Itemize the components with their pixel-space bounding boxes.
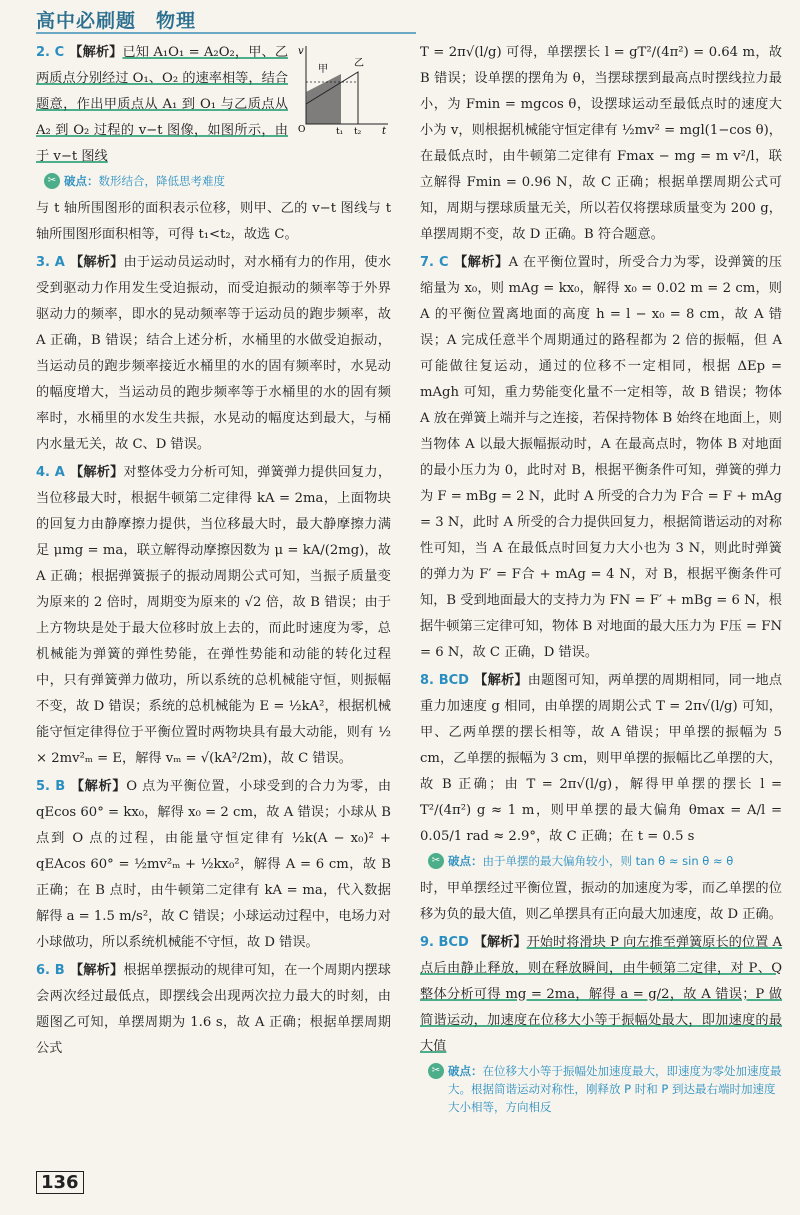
page-header: 高中必刷题 物理	[36, 10, 197, 32]
tip-label: 破点：	[64, 174, 99, 188]
answer-item-5	[36, 774, 391, 956]
tip-note	[420, 852, 782, 870]
analysis-tag: 【解析】	[453, 255, 509, 270]
answer-item-3	[36, 250, 391, 458]
tip-label: 破点：	[448, 854, 483, 868]
curve-jia-label: 甲	[318, 64, 328, 75]
vt-graph-figure	[296, 42, 391, 134]
tick-t2-label: t₂	[354, 127, 362, 134]
axis-v-label: v	[298, 46, 304, 57]
tip-note	[36, 172, 391, 190]
item-number: 9. BCD	[420, 935, 469, 950]
analysis-tag: 【解析】	[69, 963, 124, 978]
item-number: 3. A	[36, 255, 65, 270]
tick-t1-label: t₁	[336, 127, 344, 134]
item-text-continued: 时，甲单摆经过平衡位置，振动的加速度为零，而乙单摆的位移为负的最大值，则乙单摆具有正向最大加速度，故 D 正确。	[420, 881, 782, 922]
item-text: 根据单摆振动的规律可知，在一个周期内摆球会两次经过最低点，即摆线会出现两次拉力最大的时刻，由题图乙可知，单摆周期为 1.6 s，故 A 正确；根据单摆周期公式	[36, 963, 391, 1056]
page-number	[36, 1172, 84, 1193]
page-number-value: 136	[36, 1171, 84, 1194]
item-number: 5. B	[36, 779, 66, 794]
answer-item-8	[420, 668, 782, 850]
item-text: 由题图可知，两单摆的周期相同，同一地点重力加速度 g 相同，由单摆的周期公式 T = 2π√(l/g) 可知，甲、乙两单摆的摆长相等，故 A 错误；甲单摆的振幅为 5 cm，乙单摆的振幅为 3 cm，则甲单摆的振幅比乙单摆的大，故 B 正确；由 T = 2π√(l/g)，解得甲单摆的摆长 l = T²/(4π²) g ≈ 1 m，则甲单摆的最大偏角 θmax = A/l = 0.05/1 rad ≈ 2.9°，故 C 正确；在 t = 0.5 s	[420, 673, 783, 844]
analysis-tag: 【解析】	[473, 935, 527, 950]
tip-text: 在位移大小等于振幅处加速度最大，即速度为零处加速度最大。根据简谐运动对称性，刚释放 P 时和 P 到达最右端时加速度大小相等，方向相反	[448, 1064, 782, 1114]
right-column	[420, 40, 782, 1122]
item-number: 8. BCD	[420, 673, 469, 688]
axis-t-label: t	[382, 126, 387, 134]
answer-item-6	[36, 958, 391, 1062]
break-point-icon: ✂	[44, 173, 60, 189]
header-divider	[36, 32, 416, 34]
break-point-icon: ✂	[428, 853, 444, 869]
item-text: O 点为平衡位置，小球受到的合力为零，由 qEcos 60° = kx₀，解得 x₀ = 2 cm，故 A 错误；小球从 B 点到 O 点的过程，由能量守恒定律有 ½k(A − x₀)² + qEAcos 60° = ½mv²ₘ + ½kx₀²，解得 A = 6 cm，故 B 正确；在 B 点时，由牛顿第二定律有 kA = ma，代入数据解得 a = 1.5 m/s²，故 C 错误；小球运动过程中，电场力对小球做功，所以系统机械能不守恒，故 D 错误。	[36, 779, 392, 950]
tip-text: 由于单摆的最大偏角较小，则 tan θ ≈ sin θ ≈ θ	[482, 854, 734, 868]
item-text: 对整体受力分析可知，弹簧弹力提供回复力，当位移最大时，根据牛顿第二定律得 kA = 2ma，上面物块的回复力由静摩擦力提供，当位移最大时，最大静摩擦力满足 μmg = ma，联立解得动摩擦因数为 μ = kA/(2mg)，故 A 正确；根据弹簧振子的振动周期公式可知，当振子质量变为原来的 2 倍时，周期变为原来的 √2 倍，故 B 错误；由于上方物块是处于最大位移时放上去的，而此时速度为零，总机械能为弹簧的弹性势能，在弹性势能和动能的转化过程中，只有弹簧弹力做功，所以系统的总机械能守恒，则振幅不变，故 D 错误；系统的总机械能为 E = ½kA²，根据机械能守恒定律得位于平衡位置时两物块具有最大动能，则有 ½ × 2mv²ₘ = E，解得 vₘ = √(kA²/2m)，故 C 错误。	[36, 465, 392, 766]
item-text: A 在平衡位置时，所受合力为零，设弹簧的压缩量为 x₀，则 mAg = kx₀，解得 x₀ = 0.02 m = 2 cm，则 A 的平衡位置离地面的高度 h = l − x₀ = 8 cm，故 A 错误；A 完成任意半个周期通过的路程都为 2 倍的振幅，但 A 可能做往复运动，通过的位移不一定相同，根据 ΔEp = mAgh 可知，重力势能变化量不一定相等，故 B 错误；物体 A 放在弹簧上端并与之连接，若保持物体 B 始终在地面上，则当物体 A 以最大振幅振动时，A 在最高点时，物体 B 对地面的最小压力为 0，此时对 B，根据平衡条件可知，弹簧的弹力为 F = mBg = 2 N，此时 A 所受的合力为 F合 = F + mAg = 3 N，此时 A 所受的合力提供回复力，根据简谐运动的对称性可知，当 A 在最低点时回复力大小也为 3 N，则此时弹簧的弹力为 F′ = F合 + mAg = 4 N，对 B，根据平衡条件可知，B 受到地面最大的支持力为 FN = F′ + mBg = 6 N，根据牛顿第三定律可知，物体 B 对地面的最大压力为 F压 = FN = 6 N，故 C 正确，D 错误。	[420, 255, 782, 660]
tip-label: 破点：	[448, 1064, 483, 1078]
tip-text: 数形结合，降低思考难度	[98, 174, 225, 188]
answer-item-2	[36, 40, 391, 170]
analysis-tag: 【解析】	[69, 465, 124, 480]
item-text: T = 2π√(l/g) 可得，单摆摆长 l = gT²/(4π²) = 0.64 m，故 B 错误；设单摆的摆角为 θ，当摆球摆到最高点时摆线拉力最小，为 Fmin = mgcos θ，设摆球运动至最低点时的速度大小为 v，则根据机械能守恒定律有 ½mv² = mgl(1−cos θ)，在最低点时，由牛顿第二定律有 Fmax − mg = m v²/l，联立解得 Fmin = 0.96 N，故 C 正确；根据单摆周期公式可知，周期与摆球质量无关，所以若仅将摆球质量变为 200 g，单摆周期不变，故 D 正确。B 符合题意。	[420, 45, 782, 242]
item-number: 4. A	[36, 465, 65, 480]
item-text: 已知 A₁O₁ = A₂O₂，甲、乙两质点分别经过 O₁、O₂ 的速率相等，结合题意，作出甲质点从 A₁ 到 O₁ 与乙质点从 A₂ 到 O₂ 过程的 v−t 图像，如图所示，由于 v−t 图线	[36, 45, 289, 164]
left-column	[36, 40, 391, 1064]
analysis-tag: 【解析】	[70, 779, 127, 794]
analysis-tag: 【解析】	[473, 673, 528, 688]
answer-item-7	[420, 250, 782, 666]
origin-label: O	[298, 125, 306, 134]
answer-item-9	[420, 930, 782, 1060]
item-text: 由于运动员运动时，对水桶有力的作用，使水受到驱动力作用发生受迫振动，而受迫振动的频率等于外界驱动力的频率，即水的晃动频率等于运动员的跑步频率，故 A 正确，B 错误；结合上述分析，水桶里的水做受迫振动，当运动员的跑步频率接近水桶里的水的固有频率时，水晃动的幅度增大，当运动员的跑步频率等于水桶里的水的固有频率时，水桶里的水发生共振，水晃动的幅度达到最大，与桶内水量无关，故 C、D 错误。	[36, 255, 392, 452]
answer-item-6-continued	[420, 40, 782, 248]
curve-yi-label: 乙	[354, 58, 364, 69]
item-number: 2. C	[36, 45, 65, 60]
analysis-tag: 【解析】	[69, 255, 124, 270]
item-text: 开始时将滑块 P 向左推至弹簧原长的位置 A 点后由静止释放，则在释放瞬间，由牛顿第二定律，对 P、Q 整体分析可得 mg = 2ma，解得 a = g/2，故 A 错误；P 做简谐运动，加速度在位移大小等于振幅处最大，即加速度的最大值	[420, 935, 783, 1054]
item-number: 7. C	[420, 255, 449, 270]
analysis-tag: 【解析】	[69, 45, 123, 60]
item-number: 6. B	[36, 963, 65, 978]
item-text-continued: 与 t 轴所围图形的面积表示位移，则甲、乙的 v−t 图线与 t 轴所围图形面积相等，可得 t₁<t₂，故选 C。	[36, 201, 391, 242]
break-point-icon: ✂	[428, 1063, 444, 1079]
answer-item-4	[36, 460, 391, 772]
tip-note	[420, 1062, 782, 1116]
